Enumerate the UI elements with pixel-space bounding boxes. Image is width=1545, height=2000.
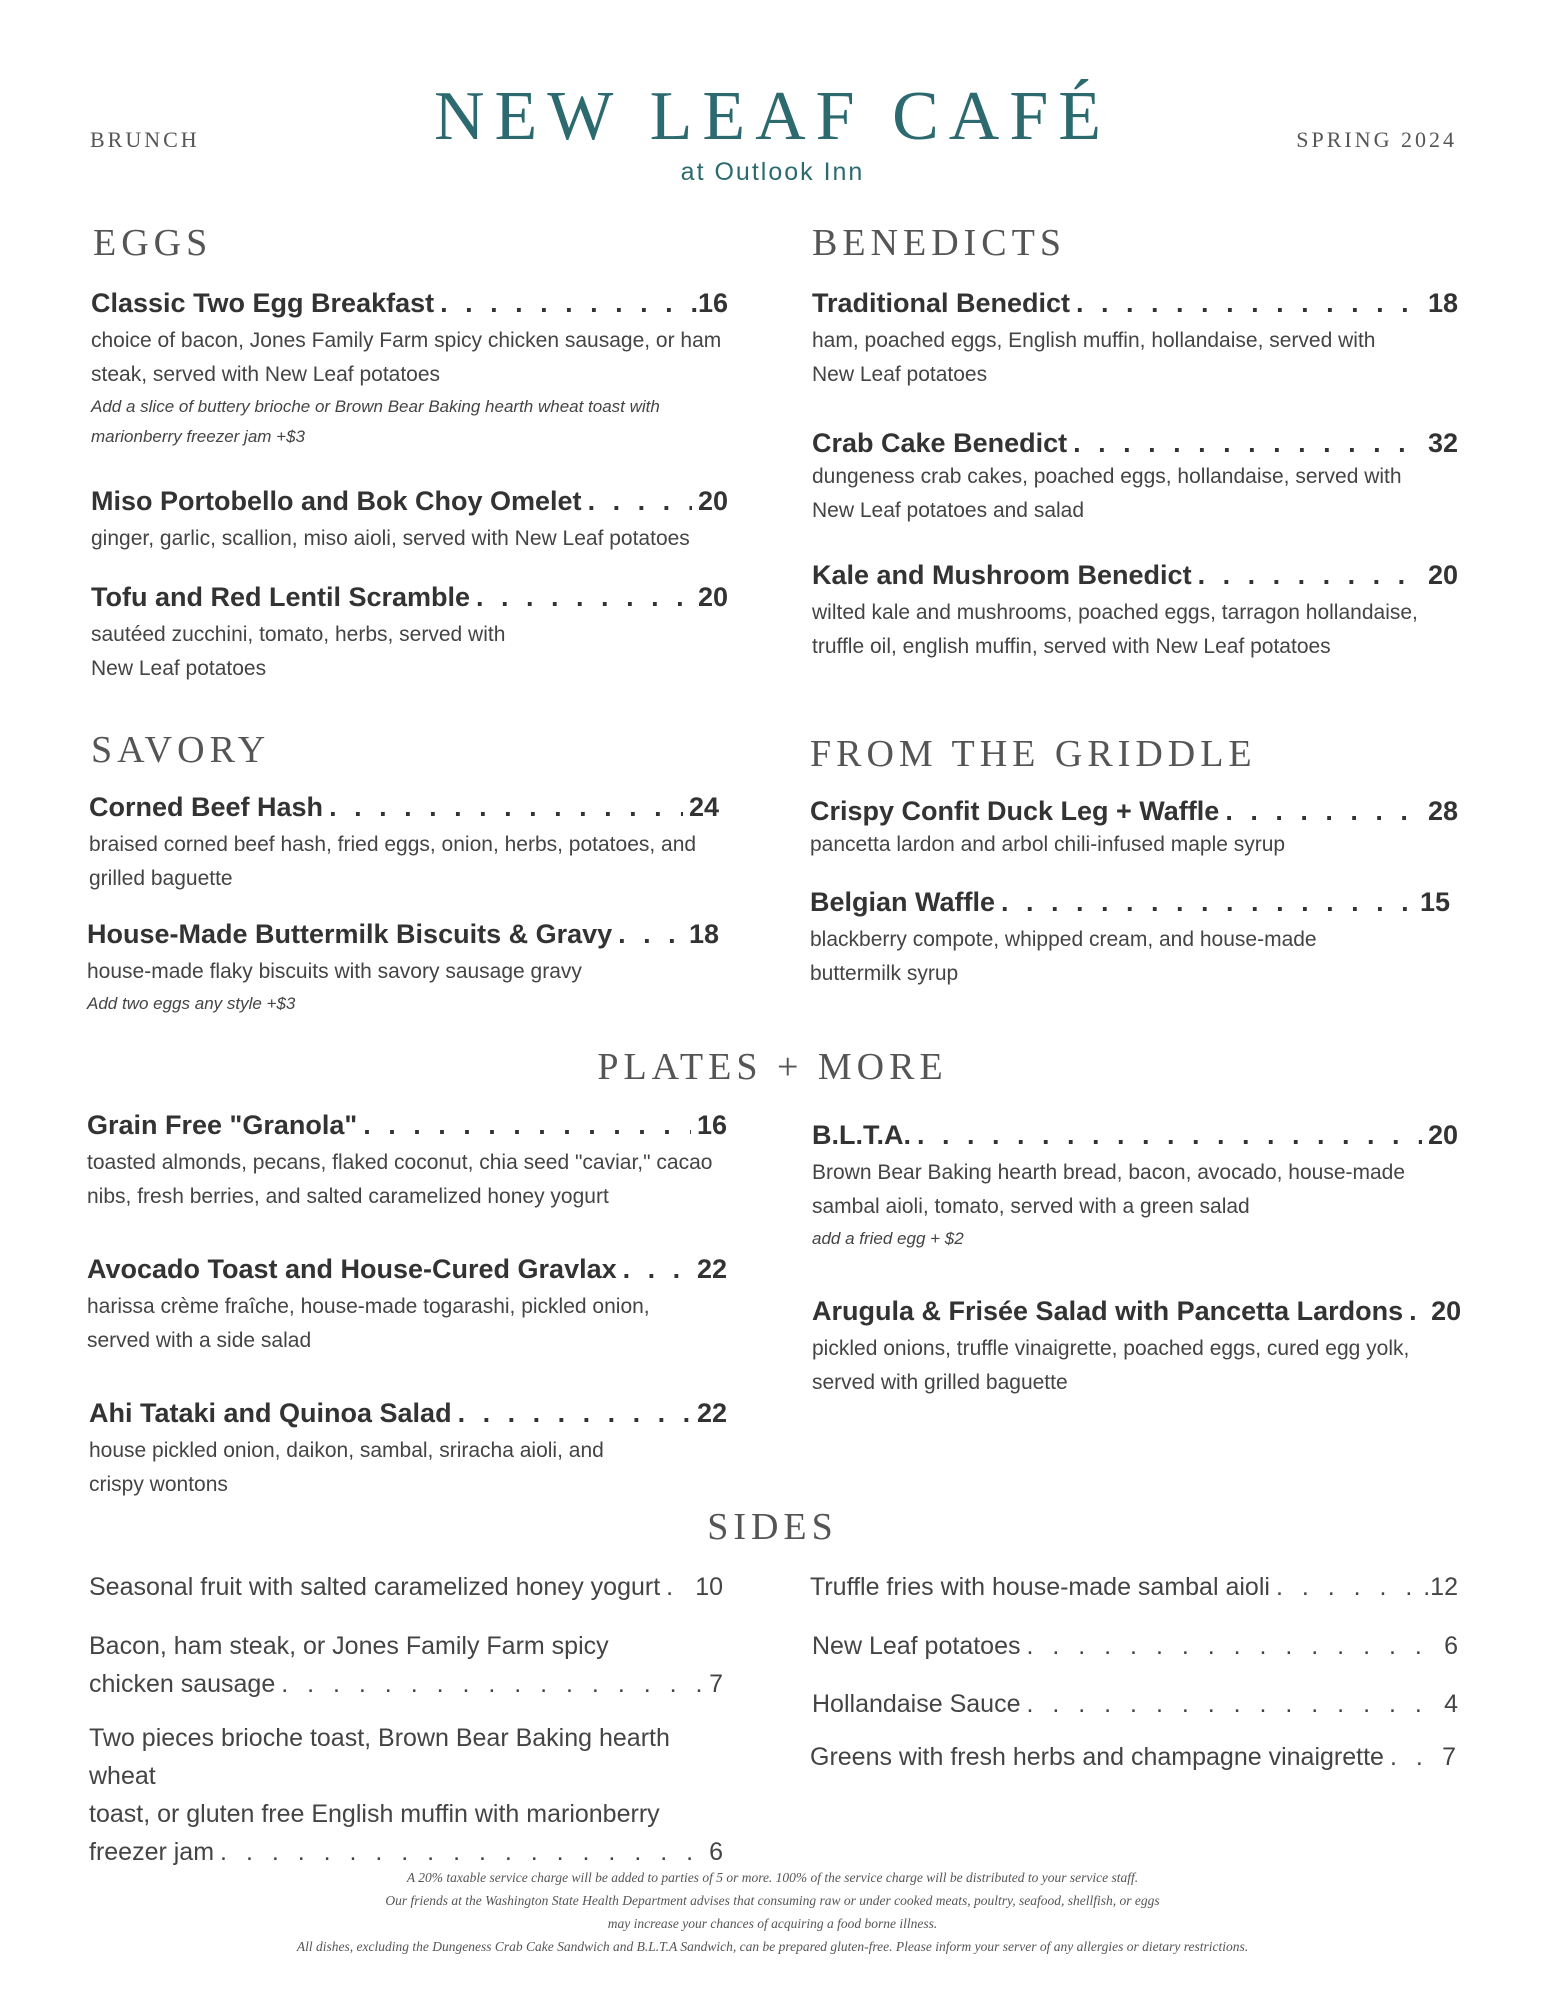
footer-line: A 20% taxable service charge will be added to parties of 5 or more. 100% of the service charge will be distributed to your service staff.	[406, 1870, 1139, 1885]
side-name-line: toast, or gluten free English muffin with marionberry	[89, 1800, 660, 1828]
menu-item	[91, 484, 728, 556]
item-name: B.L.T.A.	[812, 1120, 911, 1150]
section-title-savory: SAVORY	[91, 729, 271, 771]
section-title-plates: PLATES + MORE	[597, 1046, 948, 1088]
leader-dots	[329, 790, 683, 824]
item-price: 20	[697, 486, 728, 516]
section-title-eggs: EGGS	[93, 222, 213, 264]
item-description: choice of bacon, Jones Family Farm spicy chicken sausage, or ham steak, served with New Leaf potatoes	[91, 329, 722, 386]
item-description: braised corned beef hash, fried eggs, onion, herbs, potatoes, and grilled baguette	[89, 833, 697, 890]
leader-dots	[1390, 1738, 1436, 1776]
side-price: 7	[1442, 1743, 1456, 1771]
footer-disclaimer	[0, 1866, 1545, 1958]
item-name: Traditional Benedict	[812, 288, 1071, 318]
leader-dots	[666, 1568, 689, 1606]
item-name: Avocado Toast and House-Cured Gravlax	[87, 1254, 617, 1284]
menu-item	[812, 426, 1458, 528]
side-price: .12	[1423, 1573, 1458, 1601]
menu-item	[810, 885, 1450, 991]
side-price: 7	[709, 1670, 723, 1698]
side-name: Seasonal fruit with salted caramelized honey yogurt	[89, 1573, 661, 1601]
item-description: house pickled onion, daikon, sambal, sriracha aioli, and crispy wontons	[89, 1439, 604, 1496]
side-name: freezer jam	[89, 1838, 215, 1866]
item-description: toasted almonds, pecans, flaked coconut, chia seed "caviar," cacao nibs, fresh berries, and salted caramelized honey yogurt	[87, 1151, 713, 1208]
leader-dots	[1073, 426, 1422, 460]
item-description: sautéed zucchini, tomato, herbs, served with New Leaf potatoes	[91, 623, 506, 680]
item-name: House-Made Buttermilk Biscuits & Gravy	[87, 919, 613, 949]
side-price: 10	[695, 1573, 723, 1601]
footer-line: may increase your chances of acquiring a food borne illness.	[607, 1916, 938, 1931]
side-price: 6	[1444, 1632, 1458, 1660]
item-description: ham, poached eggs, English muffin, hollandaise, served with New Leaf potatoes	[812, 329, 1376, 386]
item-description: Brown Bear Baking hearth bread, bacon, avocado, house-made sambal aioli, tomato, served with a green salad	[812, 1161, 1406, 1218]
item-name: Tofu and Red Lentil Scramble	[91, 582, 471, 612]
menu-item	[87, 1252, 727, 1358]
item-price: 20	[697, 582, 728, 612]
side-price: 4	[1444, 1690, 1458, 1718]
item-price: 18	[688, 919, 719, 949]
item-note: add a fried egg + $2	[812, 1229, 964, 1248]
cafe-title: NEW LEAF CAFÉ	[433, 78, 1112, 155]
side-item	[810, 1738, 1456, 1776]
leader-dots	[588, 484, 692, 518]
menu-item	[89, 790, 719, 896]
menu-item	[810, 794, 1458, 862]
leader-dots	[1276, 1568, 1417, 1606]
item-description: blackberry compote, whipped cream, and house-made buttermilk syrup	[810, 928, 1317, 985]
item-note: Add two eggs any style +$3	[87, 994, 296, 1013]
item-description: ginger, garlic, scallion, miso aioli, served with New Leaf potatoes	[91, 527, 690, 550]
item-price: 16	[696, 1110, 727, 1140]
side-name: Hollandaise Sauce	[812, 1690, 1021, 1718]
side-name-line: Bacon, ham steak, or Jones Family Farm spicy	[89, 1632, 609, 1660]
section-title-griddle: FROM THE GRIDDLE	[810, 733, 1257, 775]
leader-dots	[1198, 558, 1422, 592]
item-name: Ahi Tataki and Quinoa Salad	[89, 1398, 452, 1428]
item-description: house-made flaky biscuits with savory sausage gravy	[87, 960, 582, 983]
season-label: SPRING 2024	[1296, 127, 1457, 152]
side-price: 6	[709, 1838, 723, 1866]
item-description: pancetta lardon and arbol chili-infused maple syrup	[810, 833, 1286, 856]
leader-dots	[1225, 794, 1422, 828]
item-name: Miso Portobello and Bok Choy Omelet	[91, 486, 582, 516]
item-price: 22	[696, 1254, 727, 1284]
item-description: dungeness crab cakes, poached eggs, hollandaise, served with New Leaf potatoes and salad	[812, 465, 1402, 522]
menu-type-label: BRUNCH	[90, 127, 200, 152]
leader-dots	[281, 1665, 703, 1703]
item-description: wilted kale and mushrooms, poached eggs, tarragon hollandaise, truffle oil, english muffin, served with New Leaf potatoes	[812, 601, 1418, 658]
item-description: pickled onions, truffle vinaigrette, poached eggs, cured egg yolk, served with grilled baguette	[812, 1337, 1410, 1394]
leader-dots	[1026, 1685, 1438, 1723]
item-price: .16	[690, 288, 728, 318]
item-price: 20	[1427, 1120, 1458, 1150]
leader-dots	[458, 1396, 691, 1430]
item-price: 20	[1431, 1296, 1462, 1326]
side-item	[810, 1568, 1458, 1606]
side-name: Truffle fries with house-made sambal aioli	[810, 1573, 1270, 1601]
item-note: Add a slice of buttery brioche or Brown Bear Baking hearth wheat toast with marionberry freezer jam +$3	[91, 397, 660, 446]
side-name-line: Two pieces brioche toast, Brown Bear Baking hearth wheat	[89, 1724, 670, 1790]
menu-item	[91, 580, 728, 686]
item-name: Belgian Waffle	[810, 887, 996, 917]
leader-dots	[1409, 1294, 1425, 1328]
item-name: Arugula & Frisée Salad with Pancetta Lardons	[812, 1296, 1404, 1326]
side-name: New Leaf potatoes	[812, 1632, 1021, 1660]
leader-dots	[618, 917, 683, 951]
footer-line: Our friends at the Washington State Health Department advises that consuming raw or under cooked meats, poultry, seafood, shellfish, or eggs	[385, 1893, 1160, 1908]
item-name: Crab Cake Benedict	[812, 428, 1068, 458]
side-item	[89, 1719, 723, 1871]
menu-item	[812, 1118, 1458, 1254]
item-name: Classic Two Egg Breakfast	[91, 288, 435, 318]
item-price: 28	[1427, 796, 1458, 826]
menu-item	[812, 286, 1458, 392]
item-price: 15	[1419, 887, 1450, 917]
leader-dots	[1076, 286, 1422, 320]
footer-line: All dishes, excluding the Dungeness Crab Cake Sandwich and B.L.T.A Sandwich, can be prepared gluten-free. Please inform your server of any allergies or dietary restrictions.	[296, 1939, 1249, 1954]
side-item	[812, 1685, 1458, 1723]
item-price: 24	[688, 792, 719, 822]
menu-item	[89, 1396, 727, 1502]
menu-item	[812, 558, 1458, 664]
item-price: 20	[1427, 560, 1458, 590]
leader-dots	[363, 1108, 691, 1142]
item-price: 22	[696, 1398, 727, 1428]
menu-item	[87, 1108, 727, 1214]
section-title-benedicts: BENEDICTS	[812, 222, 1066, 264]
side-item	[89, 1568, 723, 1606]
leader-dots	[476, 580, 692, 614]
side-item	[89, 1627, 723, 1703]
item-description: harissa crème fraîche, house-made togarashi, pickled onion, served with a side salad	[87, 1295, 650, 1352]
side-name: Greens with fresh herbs and champagne vinaigrette	[810, 1743, 1384, 1771]
item-name: Grain Free "Granola"	[87, 1110, 358, 1140]
leader-dots	[623, 1252, 691, 1286]
item-name: Corned Beef Hash	[89, 792, 324, 822]
menu-item	[812, 1294, 1462, 1400]
item-name: Crispy Confit Duck Leg + Waffle	[810, 796, 1220, 826]
leader-dots	[917, 1118, 1422, 1152]
leader-dots	[1001, 885, 1414, 919]
leader-dots	[440, 286, 684, 320]
cafe-subtitle: at Outlook Inn	[680, 158, 865, 186]
side-name: chicken sausage	[89, 1670, 276, 1698]
leader-dots	[1026, 1627, 1438, 1665]
menu-item	[91, 286, 728, 452]
item-price: 18	[1427, 288, 1458, 318]
item-name: Kale and Mushroom Benedict	[812, 560, 1192, 590]
section-title-sides: SIDES	[707, 1506, 838, 1548]
side-item	[812, 1627, 1458, 1665]
item-price: 32	[1427, 428, 1458, 458]
menu-item	[87, 917, 719, 1019]
